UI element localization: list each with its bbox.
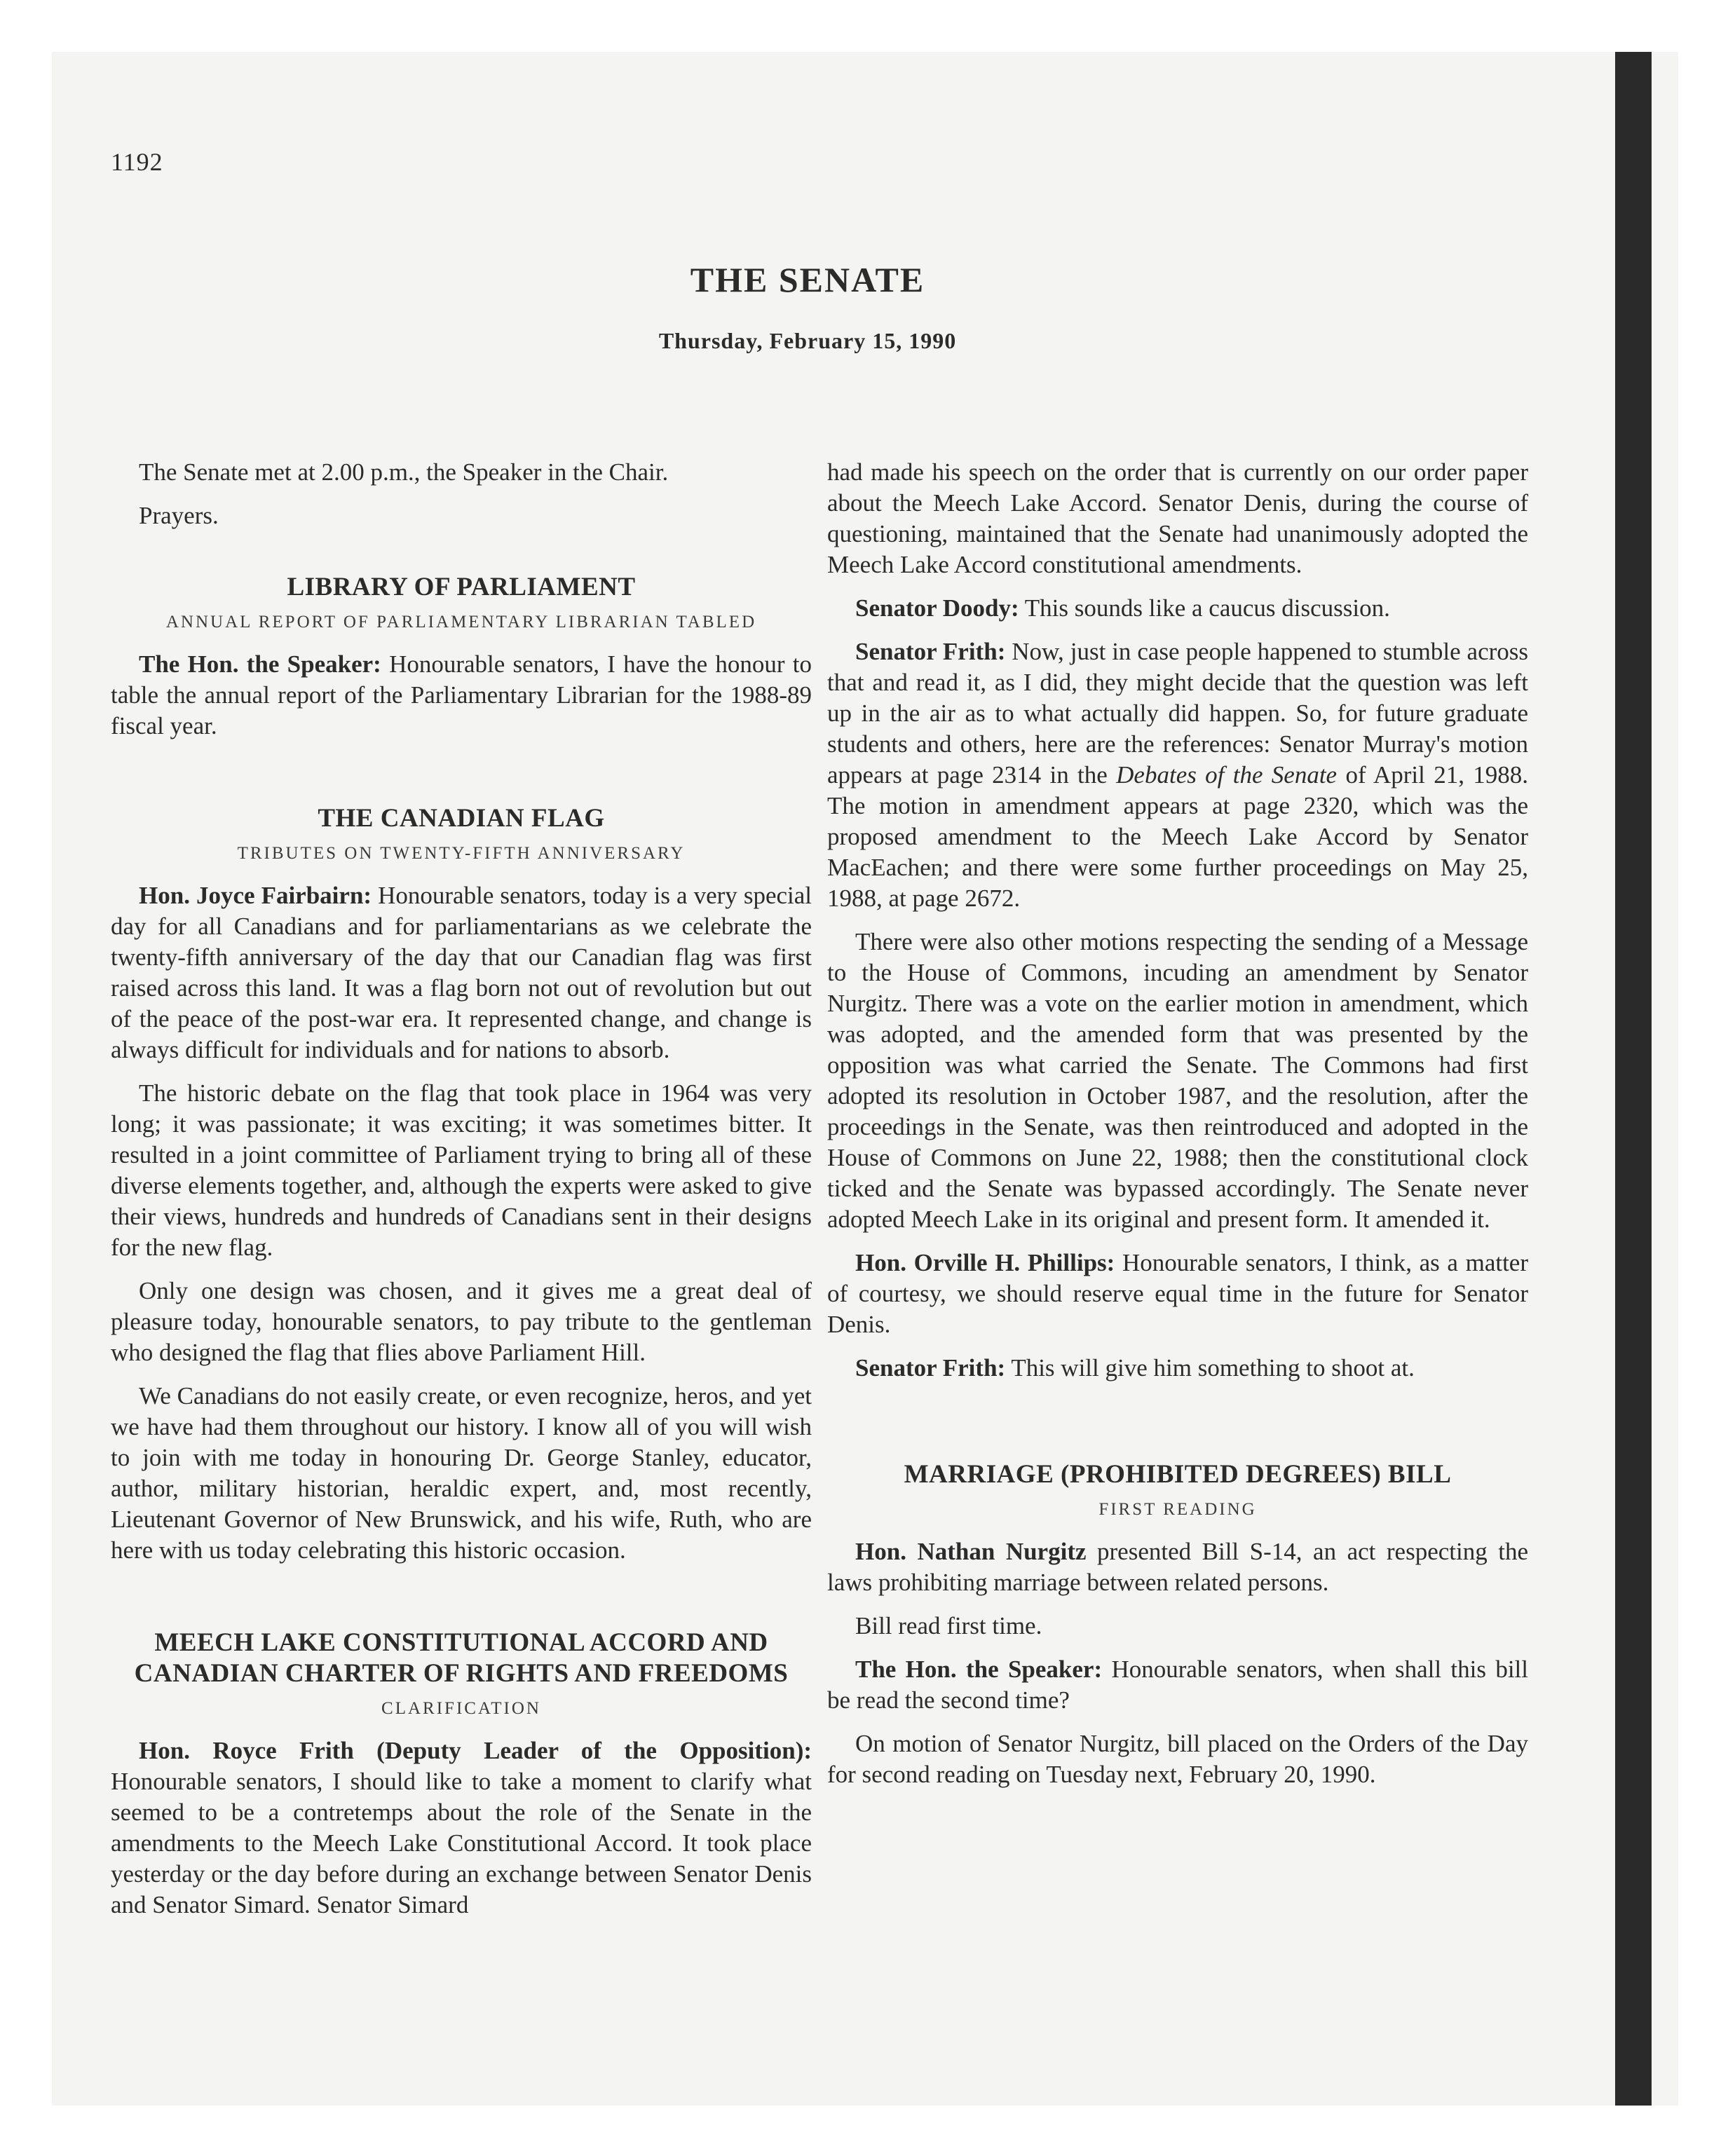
meech-paragraph — [111, 1735, 812, 1920]
speaker-name: Senator Frith: — [855, 1354, 1006, 1381]
flag-paragraph-1 — [111, 880, 812, 1065]
speaker-name: Senator Frith: — [855, 638, 1006, 665]
speech-text: Honourable senators, I think, as a matter of courtesy, we should reserve equal time in the future for Senator Denis. — [827, 1249, 1528, 1338]
speaker-name: The Hon. the Speaker: — [139, 650, 381, 678]
section-subheading-flag: TRIBUTES ON TWENTY-FIFTH ANNIVERSARY — [237, 844, 686, 863]
frith-paragraph-2: There were also other motions respecting the sending of a Message to the House of Commons, incuding an amendment by Senator Nurgitz. There was a vote on the earlier motion in amendment, which was adopted, and the amended form that was presented by the opposition was what carried the Senate. The Commons had first adopted its resolution in October 1987, and the resolution, after the proceedings in the Senate, was then reintroduced and adopted in the House of Commons on June 22, 1988; then the constitutional clock ticked and the Senate was bypassed accordingly. The Senate never adopted Meech Lake in its original and present form. It amended it. — [827, 928, 1528, 1233]
scan-edge-shadow — [1615, 52, 1652, 2106]
frith-paragraph-3 — [827, 1353, 1528, 1384]
continuation-paragraph: had made his speech on the order that is currently on our order paper about the Meech Lake Accord. Senator Denis, during the course of questioning, maintained that the Senate had unanimously adopted the Meech Lake Accord constitutional amendments. — [827, 458, 1528, 578]
frith-paragraph-1 — [827, 636, 1528, 914]
section-heading-flag: THE CANADIAN FLAG — [318, 804, 605, 833]
section-heading-library: LIBRARY OF PARLIAMENT — [287, 573, 636, 601]
publication-title: Debates of the Senate — [1116, 761, 1338, 789]
section-heading-meech-line2: CANADIAN CHARTER OF RIGHTS AND FREEDOMS — [134, 1659, 789, 1688]
speaker-name: Hon. Royce Frith (Deputy Leader of the Opposition): — [139, 1737, 812, 1764]
speaker-name: Senator Doody: — [855, 594, 1019, 622]
page-title: THE SENATE — [690, 260, 925, 299]
speech-text: Now, just in case people happened to stumble across that and read it, as I did, they might decide that the question was left up in the air as to what actually did happen. So, for future graduate students and others, here are the references: Senator Murray's motion appears at page 2314 in the — [827, 638, 1529, 789]
speech-text: This sounds like a caucus discussion. — [1024, 594, 1390, 622]
marriage-paragraph-2 — [827, 1654, 1528, 1716]
sitting-date: Thursday, February 15, 1990 — [658, 328, 957, 353]
marriage-first-reading: Bill read first time. — [855, 1612, 1042, 1639]
doody-paragraph — [827, 593, 1528, 624]
section-heading-meech-line1: MEECH LAKE CONSTITUTIONAL ACCORD AND — [154, 1628, 768, 1657]
marriage-paragraph-1 — [827, 1536, 1528, 1598]
speaker-name: The Hon. the Speaker: — [855, 1656, 1103, 1683]
speaker-name: Hon. Orville H. Phillips: — [855, 1249, 1115, 1276]
marriage-motion: On motion of Senator Nurgitz, bill placed on the Orders of the Day for second reading on Tuesday next, February 20, 1990. — [827, 1730, 1528, 1788]
opening-paragraph: The Senate met at 2.00 p.m., the Speaker in the Chair. — [139, 458, 669, 486]
speech-text: This will give him something to shoot at. — [1011, 1354, 1415, 1381]
section-heading-marriage: MARRIAGE (PROHIBITED DEGREES) BILL — [904, 1460, 1452, 1489]
flag-paragraph-2: The historic debate on the flag that took place in 1964 was very long; it was passionate; it was exciting; it was sometimes bitter. It resulted in a joint committee of Parliament trying to bring all of these diverse elements together, and, although the experts were asked to give their views, hundreds and hundreds of Canadians sent in their designs for the new flag. — [111, 1079, 812, 1261]
speech-text: of April 21, 1988. The motion in amendment appears at page 2320, which was the proposed amendment to the Meech Lake Accord by Senator MacEachen; and there were some further proceedings on May 25, 1988, at page 2672. — [827, 761, 1529, 912]
page-number: 1192 — [111, 148, 163, 176]
speaker-name: Hon. Joyce Fairbairn: — [139, 882, 372, 909]
library-paragraph — [111, 649, 812, 742]
speech-text: Honourable senators, today is a very special day for all Canadians and for parliamentarians as we celebrate the twenty-fifth anniversary of the day that our Canadian flag was first raised across this land. It was a flag born not out of revolution but out of the peace of the post-war era. It represented change, and change is always difficult for individuals and for nations to absorb. — [111, 882, 812, 1063]
right-column — [827, 457, 1528, 1803]
section-subheading-library: ANNUAL REPORT OF PARLIAMENTARY LIBRARIAN TABLED — [165, 613, 757, 632]
flag-paragraph-4: We Canadians do not easily create, or even recognize, heros, and yet we have had them throughout our history. I know all of you will wish to join with me today in honouring Dr. George Stanley, educator, author, military historian, heraldic expert, and, most recently, Lieutenant Governor of New Brunswick, and his wife, Ruth, who are here with us today celebrating this historic occasion. — [111, 1382, 812, 1564]
section-subheading-meech: CLARIFICATION — [381, 1699, 541, 1718]
speech-text: Honourable senators, I have the honour to table the annual report of the Parliamentary Librarian for the 1988-89 fiscal year. — [111, 650, 812, 739]
speech-text: presented Bill S-14, an act respecting the laws prohibiting marriage between related persons. — [827, 1538, 1528, 1596]
left-column — [111, 457, 812, 1933]
speech-text: Honourable senators, I should like to take a moment to clarify what seemed to be a contretemps about the role of the Senate in the amendments to the Meech Lake Constitutional Accord. It took place yesterday or the day before during an exchange between Senator Denis and Senator Simard. Senator Simard — [111, 1768, 812, 1918]
phillips-paragraph — [827, 1248, 1528, 1340]
speech-text: Honourable senators, when shall this bill be read the second time? — [827, 1656, 1528, 1714]
speaker-name: Hon. Nathan Nurgitz — [855, 1538, 1087, 1565]
flag-paragraph-3: Only one design was chosen, and it gives me a great deal of pleasure today, honourable senators, to pay tribute to the gentleman who designed the flag that flies above Parliament Hill. — [111, 1277, 812, 1366]
prayers-paragraph: Prayers. — [139, 502, 219, 529]
section-subheading-marriage: FIRST READING — [1098, 1500, 1257, 1519]
